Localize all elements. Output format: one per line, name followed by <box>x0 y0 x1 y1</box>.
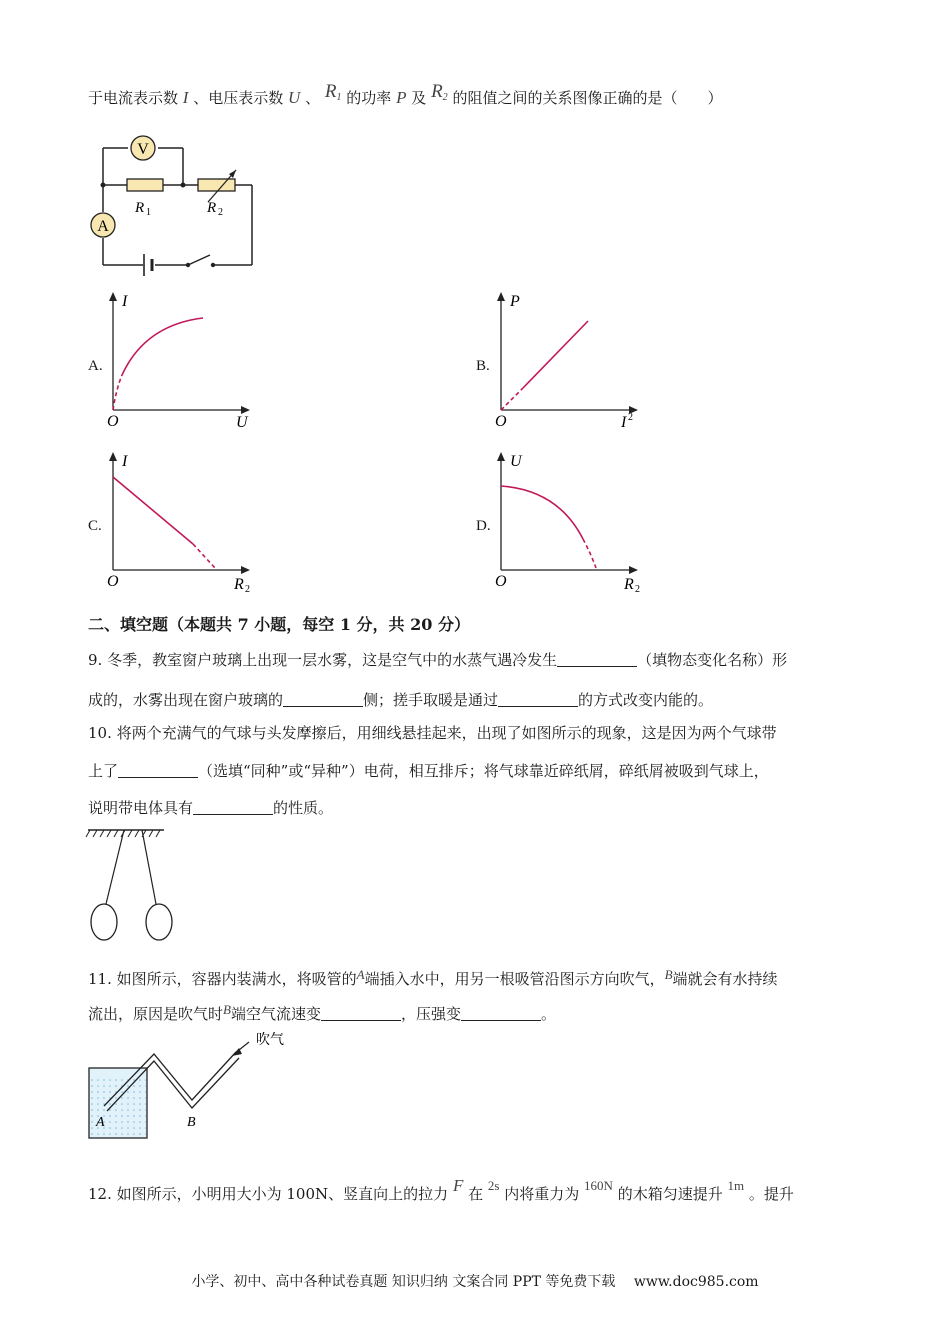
q8-stem-text: 的功率 <box>346 89 392 107</box>
answer-blank[interactable] <box>557 652 637 667</box>
section-heading: 二、填空题（本题共 7 小题，每空 1 分，共 20 分） <box>88 615 470 634</box>
svg-text:1: 1 <box>146 207 151 218</box>
q8-stem-text: 于电流表示数 <box>88 89 179 107</box>
svg-text:B: B <box>187 1115 196 1130</box>
footer-link[interactable]: www.doc985.com <box>633 1274 759 1290</box>
svg-text:R: R <box>207 200 217 216</box>
svg-text:O: O <box>107 413 119 430</box>
answer-blank[interactable] <box>321 1006 401 1021</box>
svg-text:O: O <box>107 573 119 590</box>
q8-stem-text: 的阻值之间的关系图像正确的是（ ） <box>452 89 723 107</box>
svg-text:R: R <box>624 576 634 593</box>
svg-text:吹气: 吹气 <box>256 1033 284 1048</box>
answer-blank[interactable] <box>498 692 578 707</box>
q9-line2: 成的，水雾出现在窗户玻璃的 侧；搓手取暖是通过 的方式改变内能的。 <box>88 691 714 709</box>
q8-stem-text: 及 <box>411 89 427 107</box>
svg-text:U: U <box>510 453 522 470</box>
q10-line2: 上了 （选填“同种”或“异种”）电荷，相互排斥；将气球靠近碎纸屑，碎纸屑被吸到气球上， <box>88 762 769 780</box>
resistor-r1 <box>127 179 163 191</box>
q10-line3: 说明带电体具有 的性质。 <box>88 799 334 817</box>
option-b-graph[interactable] <box>488 290 648 430</box>
option-a-graph[interactable] <box>100 290 260 430</box>
q8-stem <box>88 81 723 114</box>
symbol-P: P <box>396 88 407 107</box>
symbol-U: U <box>288 88 301 107</box>
circuit-diagram <box>80 130 270 280</box>
symbol-R1: $R_1$ <box>324 81 342 103</box>
rheostat-r2 <box>198 179 235 191</box>
svg-text:V: V <box>137 141 149 158</box>
answer-blank[interactable] <box>283 692 363 707</box>
balloons-figure <box>84 824 184 944</box>
q8-stem-text: 、电压表示数 <box>193 89 284 107</box>
svg-text:U: U <box>236 414 248 430</box>
option-d-graph[interactable] <box>488 450 648 595</box>
option-c-graph[interactable] <box>100 450 260 595</box>
svg-text:O: O <box>495 573 507 590</box>
option-d-letter[interactable]: D. <box>476 518 491 534</box>
answer-blank[interactable] <box>193 800 273 815</box>
svg-text:R: R <box>234 576 244 593</box>
svg-text:I: I <box>122 453 128 470</box>
straw-figure <box>84 1030 304 1145</box>
svg-text:2: 2 <box>245 584 250 595</box>
q8-stem-text: 、 <box>305 89 321 107</box>
answer-blank[interactable] <box>461 1006 541 1021</box>
svg-text:R: R <box>135 200 145 216</box>
q10-line1: 10. 将两个充满气的气球与头发摩擦后，用细线悬挂起来，出现了如图所示的现象，这是因为两个气球带 <box>88 724 777 742</box>
symbol-I: I <box>182 88 189 107</box>
option-c-letter[interactable]: C. <box>88 518 102 534</box>
q9-line1: 9. 冬季，教室窗户玻璃上出现一层水雾，这是空气中的水蒸气遇冷发生 （填物态变化名称）形 <box>88 651 788 669</box>
option-b-letter[interactable]: B. <box>476 358 490 374</box>
answer-blank[interactable] <box>118 763 198 778</box>
footer-text: 小学、初中、高中各种试卷真题 知识归纳 文案合同 PPT 等免费下载 <box>191 1274 616 1290</box>
svg-text:I: I <box>122 293 128 310</box>
option-a-letter[interactable]: A. <box>88 358 103 374</box>
symbol-R2: $R_2$ <box>431 81 448 103</box>
balloon-left-icon <box>91 904 117 940</box>
svg-text:2: 2 <box>218 207 223 218</box>
svg-text:O: O <box>495 413 507 430</box>
switch-contact-icon <box>211 263 215 267</box>
svg-text:2: 2 <box>628 412 633 423</box>
page-footer <box>0 1271 950 1291</box>
svg-text:P: P <box>510 293 520 310</box>
q11-line2: 流出，原因是吹气时B端空气流速变 ，压强变 。 <box>88 1002 557 1023</box>
balloon-right-icon <box>146 904 172 940</box>
svg-text:I: I <box>621 414 627 430</box>
q12-line1: 12. 如图所示，小明用大小为 100N、竖直向上的拉力 F 在 2s 内将重力为 160N 的木箱匀速提升 1m 。提升 <box>88 1176 794 1203</box>
q11-line1: 11. 如图所示，容器内装满水，将吸管的A端插入水中，用另一根吸管沿图示方向吹气，B端就会有水持续 <box>88 967 778 988</box>
svg-text:A: A <box>96 1115 105 1130</box>
svg-text:A: A <box>97 218 109 235</box>
svg-text:2: 2 <box>635 584 640 595</box>
